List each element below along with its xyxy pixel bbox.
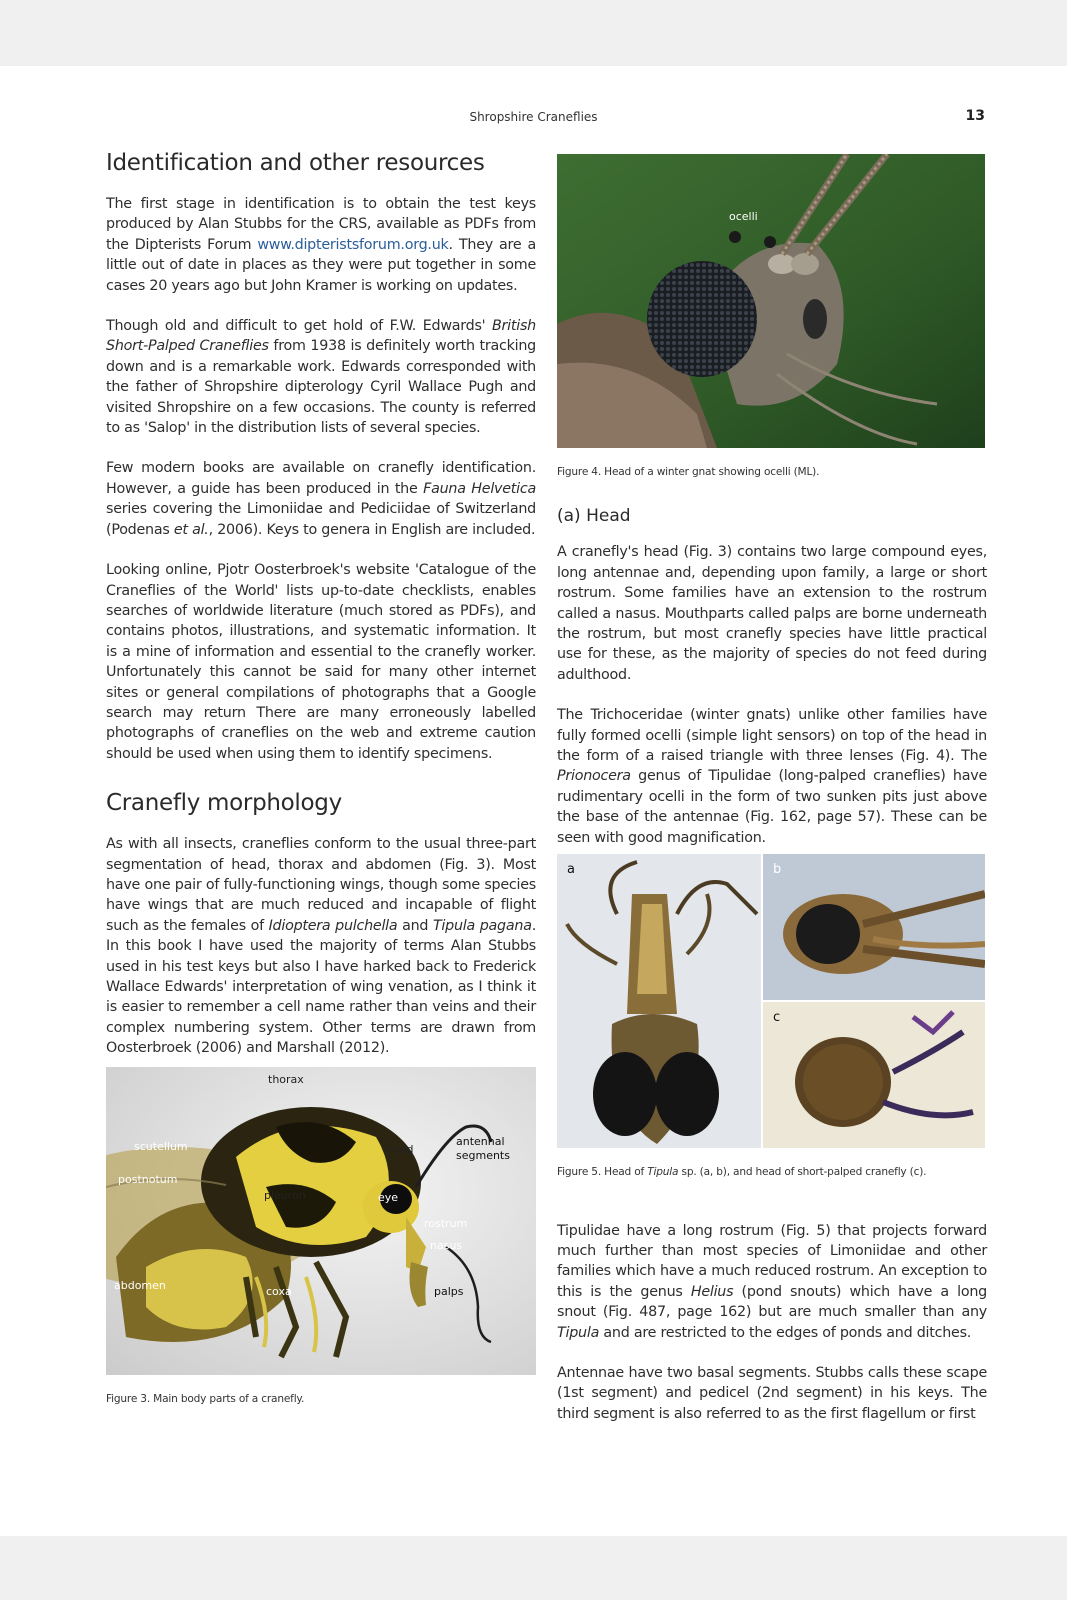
paragraph-head: A cranefly's head (Fig. 3) contains two large compound eyes, long antennae and, depending upon family, a large or short rostrum. Some families have an extension to the rostrum called a nasus. Mouthparts called palps are borne underneath the rostrum, but most cranefly species have little practical use for these, as the majority of species do not feed during adulthood. [557, 544, 987, 683]
section-heading-identification: Identification and other resources [106, 150, 485, 176]
label-pleuron: pleuron [264, 1188, 306, 1202]
paragraph-online: Looking online, Pjotr Oosterbroek's website 'Catalogue of the Craneflies of the World' lists up-to-date checklists, enables searches of worldwide literature (much stored as PDFs), and contains photos, illustrations, and systematic information. It is a mine of information and essential to the cranefly worker. Unfortunately this cannot be said for many other internet sites or general compilations of photographs that a Google search may return There are many erroneously labelled photographs of craneflies on the web and extreme caution should be used when using them to identify specimens. [106, 562, 536, 762]
page-number: 13 [965, 108, 985, 124]
label-segments: segments [456, 1148, 510, 1162]
figure-5-panel-c [763, 1002, 985, 1148]
running-title: Shropshire Craneflies [469, 110, 598, 124]
winter-gnat-head-photo [557, 154, 985, 448]
label-rostrum: rostrum [424, 1216, 468, 1230]
tipula-head-dorsal-photo [557, 854, 761, 1148]
panel-letter-b: b [773, 862, 782, 878]
page [0, 66, 1067, 1536]
paragraph-rostrum: Tipulidae have a long rostrum (Fig. 5) that projects forward much further than most species of Limoniidae and other families which have a much reduced rostrum. An exception to this is the genus Helius (pond snouts) which have a long snout (Fig. 487, page 162) but are much smaller than any Tipula and are restricted to the edges of ponds and ditches. [557, 1222, 987, 1341]
label-postnotum: postnotum [118, 1172, 178, 1186]
paragraph-edwards: Though old and difficult to get hold of F.W. Edwards' British Short-Palped Craneflies from 1938 is definitely worth tracking down and is a remarkable work. Edwards corresponded with the father of Shropshire dipterology Cyril Wallace Pugh and visited Shropshire on a few occasions. The county is referred to as 'Salop' in the distribution lists of several species. [106, 318, 536, 437]
figure-5-panel-a [557, 854, 761, 1148]
paragraph-antennae: Antennae have two basal segments. Stubbs calls these scape (1st segment) and pedicel (2nd segment) in his keys. The third segment is also referred to as the first flagellum or first [557, 1364, 987, 1422]
dipterists-forum-link[interactable]: www.dipteristsforum.org.uk [257, 236, 449, 253]
right-column [557, 154, 987, 1444]
figure-5-panel-b [763, 854, 985, 1000]
paragraph-morphology: As with all insects, craneflies conform to the usual three-part segmentation of head, thorax and abdomen (Fig. 3). Most have one pair of fully-functioning wings, though some species have wings that are much reduced and incapable of flight such as the females of Idioptera pulchella and Tipula pagana. In this book I have used the majority of terms Alan Stubbs used in his test keys but also I have harked back to Frederick Wallace Edwards' interpretation of wing venation, as I think it is easier to remember a cell name rather than veins and their complex numbering system. Other terms are drawn from Oosterbroek (2006) and Marshall (2012). [106, 836, 537, 1057]
left-column [106, 150, 536, 1409]
tipula-head-lateral-photo [763, 854, 985, 1000]
panel-letter-c: c [773, 1010, 781, 1026]
figure-4-caption: Figure 4. Head of a winter gnat showing ocelli (ML). [557, 466, 820, 478]
figure-3-cranefly-body [106, 1067, 536, 1375]
paragraph-test-keys: The first stage in identification is to obtain the test keys produced by Alan Stubbs for the CRS, available as PDFs from the Dipterists Forum www.dipteristsforum.org.uk. They are a little out of date in places as they were put together in some cases 20 years ago but John Kramer is working on updates. [106, 196, 536, 294]
section-heading-morphology: Cranefly morphology [106, 790, 342, 817]
short-palped-head-photo [763, 1002, 985, 1148]
figure-4-winter-gnat [557, 154, 985, 448]
paragraph-modern-books: Few modern books are available on cranefly identification. However, a guide has been produced in the Fauna Helvetica series covering the Limoniidae and Pediciidae of Switzerland (Podenas et al., 2006). Keys to genera in English are included. [106, 460, 537, 538]
label-palps: palps [434, 1284, 464, 1298]
label-abdomen: abdomen [114, 1278, 166, 1292]
figure-3-caption: Figure 3. Main body parts of a cranefly. [106, 1392, 305, 1405]
panel-letter-a: a [567, 862, 575, 878]
figure-5-caption: Figure 5. Head of Tipula sp. (a, b), and head of short-palped cranefly (c). [557, 1166, 927, 1179]
label-coxa: coxa [266, 1284, 292, 1298]
label-eye: eye [378, 1190, 399, 1204]
label-thorax: thorax [268, 1072, 304, 1086]
label-antennal: antennal [456, 1134, 505, 1148]
paragraph-ocelli: The Trichoceridae (winter gnats) unlike other families have fully formed ocelli (simple light sensors) on top of the head in the form of a raised triangle with three lenses (Fig. 4). The Prionocera genus of Tipulidae (long-palped craneflies) have rudimentary ocelli in the form of two sunken pits just above the base of the antennae (Fig. 162, page 57). These can be seen with good magnification. [557, 707, 987, 846]
label-nasus: nasus [430, 1238, 463, 1252]
figure-5-panels [557, 854, 985, 1148]
subsection-heading-head: (a) Head [557, 506, 631, 527]
label-ocelli: ocelli [729, 210, 758, 223]
bottom-margin [0, 1536, 1067, 1600]
label-scutellum: scutellum [134, 1139, 188, 1153]
label-head: head [386, 1142, 414, 1156]
cranefly-body-photo [106, 1067, 536, 1375]
